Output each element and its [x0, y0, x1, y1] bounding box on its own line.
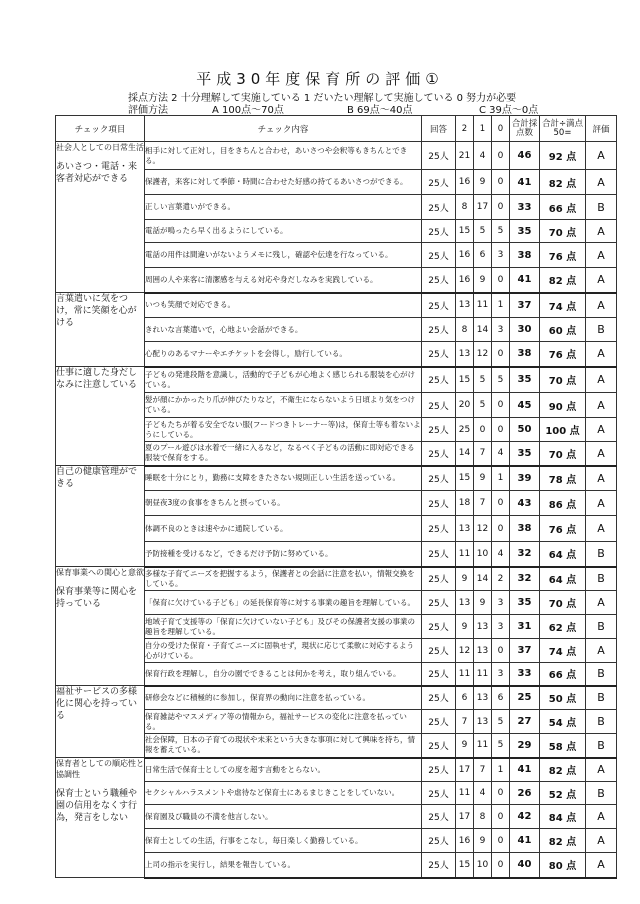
score-0-count: 3: [492, 615, 510, 639]
grade-value: A: [586, 220, 617, 243]
points-value: 64 点: [540, 567, 586, 591]
check-item-label: 保育士という職種や園の信用をなくす行為，発言をしない: [56, 789, 138, 823]
score-2-count: 15: [456, 367, 474, 393]
score-2-count: 7: [456, 710, 474, 734]
points-value: 82 点: [540, 758, 586, 782]
points-value: 70 点: [540, 367, 586, 393]
answer-count: 25人: [422, 243, 456, 268]
score-2-count: 8: [456, 318, 474, 342]
score-1-count: 13: [474, 710, 492, 734]
score-0-count: 3: [492, 591, 510, 615]
grade-value: A: [586, 367, 617, 393]
check-content: 子どもの発達段階を意識し，活動的で子どもが心地よく感じられる服装を心がけている。: [145, 367, 422, 393]
score-0-count: 0: [492, 342, 510, 367]
answer-count: 25人: [422, 663, 456, 686]
check-content: きれいな言葉遣いで，心地よい会話ができる。: [145, 318, 422, 342]
score-2-count: 15: [456, 853, 474, 878]
grade-value: A: [586, 170, 617, 195]
score-2-count: 25: [456, 418, 474, 442]
answer-count: 25人: [422, 491, 456, 516]
points-value: 70 点: [540, 220, 586, 243]
header-score-0: 0: [492, 116, 510, 142]
grade-value: B: [586, 615, 617, 639]
score-2-count: 13: [456, 591, 474, 615]
grade-value: A: [586, 491, 617, 516]
score-1-count: 9: [474, 591, 492, 615]
answer-count: 25人: [422, 170, 456, 195]
grade-value: A: [586, 639, 617, 663]
check-content: 髪が顔にかかったり爪が伸びたりなど，不衛生にならないよう日頃より気をつけている。: [145, 393, 422, 418]
score-1-count: 5: [474, 393, 492, 418]
check-item-label: 保育事業への関心と意欲: [56, 568, 144, 577]
score-2-count: 18: [456, 491, 474, 516]
check-content: 保護者，来客に対して季節・時間に合わせた好感の持てるあいさつができる。: [145, 170, 422, 195]
grade-value: A: [586, 293, 617, 318]
score-1-count: 7: [474, 758, 492, 782]
check-item-cell: [56, 367, 145, 466]
score-2-count: 11: [456, 542, 474, 567]
check-item-cell: [56, 686, 145, 758]
check-content: 睡眠を十分にとり，勤務に支障をきたさない規則正しい生活を送っている。: [145, 466, 422, 491]
score-1-count: 12: [474, 342, 492, 367]
table-row: [56, 758, 617, 782]
check-content: 電話が鳴ったら早く出るようにしている。: [145, 220, 422, 243]
score-2-count: 14: [456, 442, 474, 466]
score-0-count: 0: [492, 491, 510, 516]
total-score: 40: [510, 853, 540, 878]
header-item: チェック項目: [56, 116, 145, 142]
grade-value: B: [586, 318, 617, 342]
score-1-count: 0: [474, 418, 492, 442]
check-content: 「保育に欠けている子ども」の延長保育等に対する事業の趣旨を理解している。: [145, 591, 422, 615]
grade-value: B: [586, 195, 617, 220]
check-item-cell: [56, 567, 145, 686]
answer-count: 25人: [422, 782, 456, 805]
total-score: 38: [510, 243, 540, 268]
grade-value: A: [586, 268, 617, 293]
score-1-count: 11: [474, 663, 492, 686]
score-1-count: 9: [474, 466, 492, 491]
check-content: 周囲の人や来客に清潔感を与える対応や身だしなみを実践している。: [145, 268, 422, 293]
total-score: 45: [510, 393, 540, 418]
score-0-count: 3: [492, 243, 510, 268]
total-score: 29: [510, 734, 540, 758]
table-row: [56, 686, 617, 710]
score-1-count: 13: [474, 615, 492, 639]
answer-count: 25人: [422, 516, 456, 542]
grade-value: A: [586, 853, 617, 878]
points-value: 82 点: [540, 170, 586, 195]
points-value: 78 点: [540, 466, 586, 491]
score-0-count: 1: [492, 466, 510, 491]
grade-value: A: [586, 466, 617, 491]
table-header-row: [56, 116, 617, 142]
score-2-count: 12: [456, 639, 474, 663]
answer-count: 25人: [422, 591, 456, 615]
total-score: 33: [510, 195, 540, 220]
score-0-count: 5: [492, 367, 510, 393]
total-score: 41: [510, 268, 540, 293]
check-content: 朝昼夜3度の食事をきちんと摂っている。: [145, 491, 422, 516]
total-score: 41: [510, 758, 540, 782]
answer-count: 25人: [422, 195, 456, 220]
table-row: [56, 367, 617, 393]
grade-a-range: A 100点〜70点: [212, 105, 284, 116]
points-value: 70 点: [540, 442, 586, 466]
score-2-count: 16: [456, 829, 474, 853]
score-0-count: 0: [492, 782, 510, 805]
header-content: チェック内容: [145, 116, 422, 142]
check-item-cell: [56, 142, 145, 293]
answer-count: 25人: [422, 442, 456, 466]
score-0-count: 6: [492, 686, 510, 710]
score-0-count: 4: [492, 442, 510, 466]
points-value: 76 点: [540, 243, 586, 268]
answer-count: 25人: [422, 567, 456, 591]
score-2-count: 13: [456, 342, 474, 367]
points-value: 70 点: [540, 591, 586, 615]
answer-count: 25人: [422, 293, 456, 318]
score-1-count: 13: [474, 686, 492, 710]
score-2-count: 9: [456, 734, 474, 758]
check-content: 保育行政を理解し，自分の園でできることは何かを考え，取り組んでいる。: [145, 663, 422, 686]
check-content: 多様な子育てニーズを把握するよう，保護者との会話に注意を払い，情報交換をしている。: [145, 567, 422, 591]
check-content: 夏のプール遊びは水着で一緒に入るなど，なるべく子どもの活動に即対応できる服装で保育をする。: [145, 442, 422, 466]
grade-b-range: B 69点〜40点: [347, 105, 413, 116]
check-content: 保育園及び職員の不満を他言しない。: [145, 805, 422, 829]
points-value: 60 点: [540, 318, 586, 342]
score-0-count: 0: [492, 805, 510, 829]
total-score: 35: [510, 367, 540, 393]
header-grade: 評価: [586, 116, 617, 142]
table-row: [56, 142, 617, 170]
score-1-count: 9: [474, 829, 492, 853]
score-1-count: 10: [474, 542, 492, 567]
total-score: 31: [510, 615, 540, 639]
points-value: 66 点: [540, 195, 586, 220]
total-score: 39: [510, 466, 540, 491]
score-1-count: 13: [474, 639, 492, 663]
score-0-count: 1: [492, 293, 510, 318]
grade-value: A: [586, 342, 617, 367]
score-0-count: 1: [492, 758, 510, 782]
points-value: 90 点: [540, 393, 586, 418]
grade-value: A: [586, 829, 617, 853]
score-2-count: 15: [456, 220, 474, 243]
total-score: 38: [510, 342, 540, 367]
table-row: [56, 567, 617, 591]
total-score: 35: [510, 442, 540, 466]
score-2-count: 11: [456, 663, 474, 686]
check-item-label: 保育者としての順応性と協調性: [56, 759, 144, 779]
scoring-method: 採点方法 2 十分理解して実施している 1 だいたい理解して実施している 0 努力が必要: [128, 93, 517, 104]
score-0-count: 0: [492, 418, 510, 442]
points-value: 62 点: [540, 615, 586, 639]
check-item-label: 社会人としての日常生活: [56, 143, 144, 152]
score-1-count: 14: [474, 567, 492, 591]
score-0-count: 0: [492, 393, 510, 418]
score-1-count: 14: [474, 318, 492, 342]
score-0-count: 5: [492, 710, 510, 734]
answer-count: 25人: [422, 853, 456, 878]
total-score: 37: [510, 293, 540, 318]
grade-value: B: [586, 734, 617, 758]
check-content: 体調不良のときは速やかに通院している。: [145, 516, 422, 542]
score-1-count: 10: [474, 853, 492, 878]
answer-count: 25人: [422, 615, 456, 639]
points-value: 74 点: [540, 293, 586, 318]
total-score: 41: [510, 829, 540, 853]
answer-count: 25人: [422, 367, 456, 393]
score-1-count: 11: [474, 734, 492, 758]
total-score: 41: [510, 170, 540, 195]
grade-c-range: C 39点〜0点: [479, 105, 539, 116]
evaluation-method-label: 評価方法: [128, 105, 168, 116]
answer-count: 25人: [422, 829, 456, 853]
grade-value: A: [586, 516, 617, 542]
page-title: 平成30年度保育所の評価①: [196, 70, 444, 88]
grade-value: B: [586, 542, 617, 567]
grade-value: A: [586, 418, 617, 442]
check-content: セクシャルハラスメントや虐待など保育士にあるまじきことをしていない。: [145, 782, 422, 805]
points-value: 92 点: [540, 142, 586, 170]
evaluation-table: [55, 115, 617, 879]
total-score: 30: [510, 318, 540, 342]
score-2-count: 16: [456, 243, 474, 268]
check-item-cell: [56, 466, 145, 567]
score-2-count: 16: [456, 268, 474, 293]
total-score: 43: [510, 491, 540, 516]
score-0-count: 0: [492, 195, 510, 220]
answer-count: 25人: [422, 418, 456, 442]
header-total: 合計採点数: [510, 116, 540, 142]
header-ratio: 合計÷満点50=: [540, 116, 586, 142]
score-0-count: 0: [492, 639, 510, 663]
grade-value: B: [586, 782, 617, 805]
score-2-count: 17: [456, 805, 474, 829]
score-2-count: 17: [456, 758, 474, 782]
points-value: 76 点: [540, 342, 586, 367]
score-1-count: 8: [474, 805, 492, 829]
check-content: 子どもたちが着る安全でない服(フードつきトレーナー等)は，保育士等も着ないようにしている。: [145, 418, 422, 442]
points-value: 50 点: [540, 686, 586, 710]
total-score: 32: [510, 567, 540, 591]
score-2-count: 9: [456, 615, 474, 639]
header-score-1: 1: [474, 116, 492, 142]
score-0-count: 3: [492, 663, 510, 686]
score-0-count: 0: [492, 829, 510, 853]
check-content: 保育雑誌やマスメディア等の情報から，福祉サービスの変化に注意を払っている。: [145, 710, 422, 734]
score-1-count: 5: [474, 367, 492, 393]
score-1-count: 9: [474, 170, 492, 195]
answer-count: 25人: [422, 393, 456, 418]
answer-count: 25人: [422, 318, 456, 342]
check-item-label: あいさつ・電話・来客者対応ができる: [56, 162, 138, 184]
answer-count: 25人: [422, 142, 456, 170]
grade-value: A: [586, 142, 617, 170]
answer-count: 25人: [422, 805, 456, 829]
grade-value: A: [586, 442, 617, 466]
answer-count: 25人: [422, 734, 456, 758]
total-score: 42: [510, 805, 540, 829]
total-score: 38: [510, 516, 540, 542]
points-value: 52 点: [540, 782, 586, 805]
total-score: 37: [510, 639, 540, 663]
check-item-label: 仕事に適した身だしなみに注意している: [56, 368, 138, 390]
check-item-label: 福祉サービスの多様化に関心を持っている: [56, 687, 138, 721]
answer-count: 25人: [422, 758, 456, 782]
check-content: 保育士としての生活，行事をこなし，毎日楽しく勤務している。: [145, 829, 422, 853]
score-0-count: 0: [492, 516, 510, 542]
score-2-count: 9: [456, 567, 474, 591]
score-1-count: 5: [474, 220, 492, 243]
points-value: 64 点: [540, 542, 586, 567]
score-0-count: 2: [492, 567, 510, 591]
grade-value: A: [586, 805, 617, 829]
score-2-count: 13: [456, 516, 474, 542]
grade-value: A: [586, 591, 617, 615]
score-2-count: 11: [456, 782, 474, 805]
grade-value: A: [586, 758, 617, 782]
score-0-count: 0: [492, 170, 510, 195]
answer-count: 25人: [422, 710, 456, 734]
score-0-count: 0: [492, 268, 510, 293]
score-1-count: 6: [474, 243, 492, 268]
check-item-label: 言葉遣いに気をつけ，常に笑顔を心がける: [56, 294, 137, 328]
score-2-count: 21: [456, 142, 474, 170]
check-item-cell: [56, 758, 145, 878]
check-content: 正しい言葉遣いができる。: [145, 195, 422, 220]
total-score: 50: [510, 418, 540, 442]
answer-count: 25人: [422, 220, 456, 243]
header-answers: 回答: [422, 116, 456, 142]
score-1-count: 17: [474, 195, 492, 220]
check-content: 相手に対して正対し，目をきちんと合わせ，あいさつや会釈等もきちんとできる。: [145, 142, 422, 170]
check-content: 上司の指示を実行し，結果を報告している。: [145, 853, 422, 878]
table-row: [56, 293, 617, 318]
score-1-count: 4: [474, 142, 492, 170]
check-content: 社会保障，日本の子育ての現状や未来という大きな事項に対して興味を持ち，情報を蓄えている。: [145, 734, 422, 758]
score-2-count: 16: [456, 170, 474, 195]
score-2-count: 15: [456, 466, 474, 491]
grade-value: A: [586, 393, 617, 418]
table-row: [56, 466, 617, 491]
score-0-count: 4: [492, 542, 510, 567]
score-2-count: 8: [456, 195, 474, 220]
points-value: 86 点: [540, 491, 586, 516]
total-score: 33: [510, 663, 540, 686]
points-value: 76 点: [540, 516, 586, 542]
points-value: 100 点: [540, 418, 586, 442]
check-content: 電話の用件は間違いがないようメモに残し，確認や伝達を行なっている。: [145, 243, 422, 268]
score-2-count: 20: [456, 393, 474, 418]
total-score: 32: [510, 542, 540, 567]
answer-count: 25人: [422, 639, 456, 663]
score-2-count: 6: [456, 686, 474, 710]
grade-value: A: [586, 243, 617, 268]
check-content: 予防接種を受けるなど，できるだけ予防に努めている。: [145, 542, 422, 567]
check-item-cell: [56, 293, 145, 367]
answer-count: 25人: [422, 686, 456, 710]
grade-value: B: [586, 710, 617, 734]
answer-count: 25人: [422, 466, 456, 491]
score-1-count: 7: [474, 442, 492, 466]
score-0-count: 3: [492, 318, 510, 342]
grade-value: B: [586, 567, 617, 591]
table-body: [56, 142, 617, 878]
score-1-count: 12: [474, 516, 492, 542]
header-score-2: 2: [456, 116, 474, 142]
points-value: 58 点: [540, 734, 586, 758]
answer-count: 25人: [422, 542, 456, 567]
check-item-label: 自己の健康管理ができる: [56, 467, 138, 489]
total-score: 26: [510, 782, 540, 805]
check-item-label: 保育事業等に関心を持っている: [56, 587, 138, 609]
grade-value: B: [586, 686, 617, 710]
points-value: 54 点: [540, 710, 586, 734]
answer-count: 25人: [422, 342, 456, 367]
check-content: 日常生活で保育士としての度を超す言動をとらない。: [145, 758, 422, 782]
points-value: 66 点: [540, 663, 586, 686]
points-value: 74 点: [540, 639, 586, 663]
total-score: 25: [510, 686, 540, 710]
total-score: 35: [510, 220, 540, 243]
check-content: 心配りのあるマナーやエチケットを会得し，励行している。: [145, 342, 422, 367]
check-content: いつも笑顔で対応できる。: [145, 293, 422, 318]
total-score: 46: [510, 142, 540, 170]
score-0-count: 5: [492, 220, 510, 243]
points-value: 82 点: [540, 268, 586, 293]
points-value: 82 点: [540, 829, 586, 853]
grade-value: B: [586, 663, 617, 686]
score-1-count: 9: [474, 268, 492, 293]
score-0-count: 0: [492, 853, 510, 878]
answer-count: 25人: [422, 268, 456, 293]
points-value: 80 点: [540, 853, 586, 878]
total-score: 35: [510, 591, 540, 615]
points-value: 84 点: [540, 805, 586, 829]
score-0-count: 5: [492, 734, 510, 758]
check-content: 自分の受けた保育・子育てニーズに固執せず，現状に応じて柔軟に対応するよう心がけている。: [145, 639, 422, 663]
score-2-count: 13: [456, 293, 474, 318]
score-0-count: 0: [492, 142, 510, 170]
check-content: 地域子育て支援等の「保育に欠けていない子ども」及びその保護者支援の事業の趣旨を理解している。: [145, 615, 422, 639]
score-1-count: 4: [474, 782, 492, 805]
score-1-count: 7: [474, 491, 492, 516]
score-1-count: 11: [474, 293, 492, 318]
check-content: 研修会などに積極的に参加し，保育界の動向に注意を払っている。: [145, 686, 422, 710]
total-score: 27: [510, 710, 540, 734]
